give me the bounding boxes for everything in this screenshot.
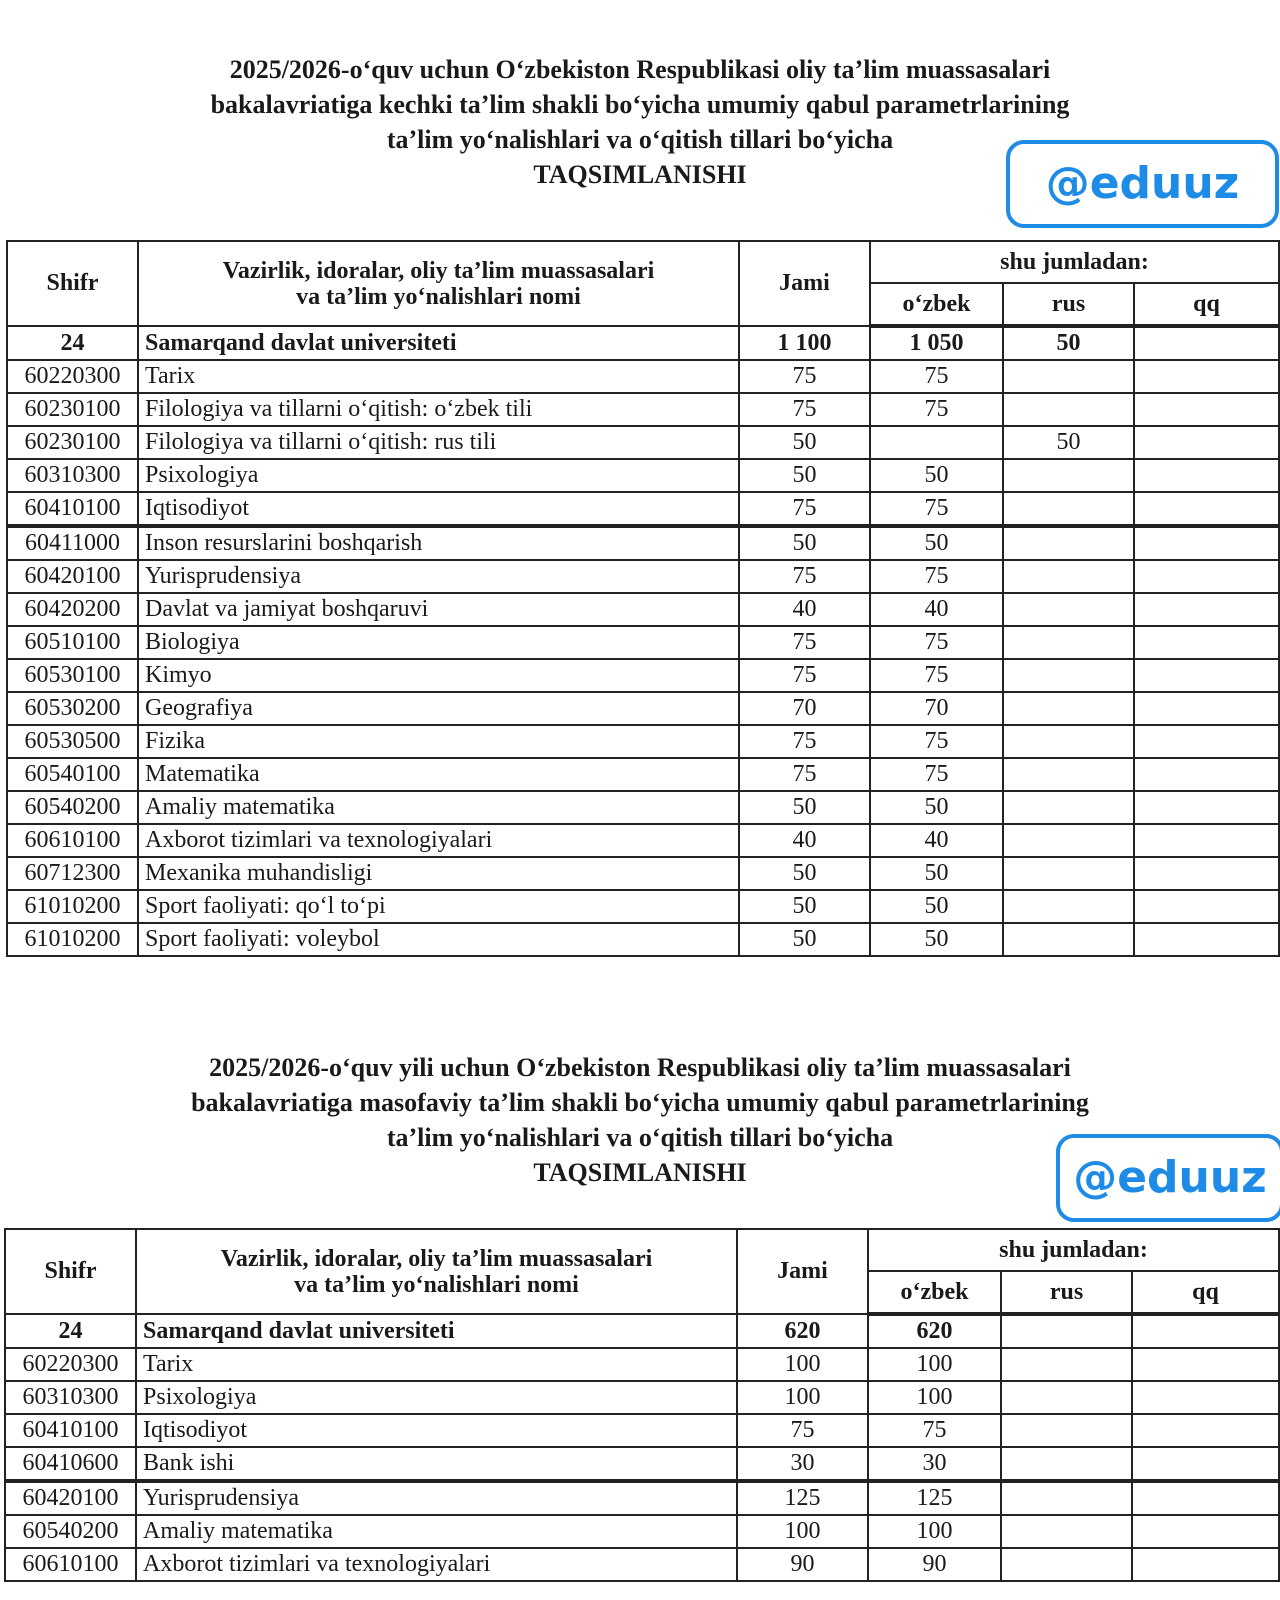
cell-total: 75 <box>737 1414 868 1447</box>
cell-code: 60420100 <box>5 1481 136 1515</box>
cell-code: 60220300 <box>7 360 138 393</box>
cell-rus <box>1001 1515 1132 1548</box>
cell-total: 1 100 <box>739 326 870 360</box>
cell-code: 60410600 <box>5 1447 136 1481</box>
cell-total: 50 <box>739 791 870 824</box>
cell-rus <box>1003 360 1134 393</box>
cell-name: Iqtisodiyot <box>138 492 739 526</box>
cell-rus <box>1003 758 1134 791</box>
cell-total: 75 <box>739 393 870 426</box>
cell-name: Amaliy matematika <box>138 791 739 824</box>
cell-uzbek: 75 <box>870 725 1003 758</box>
university-total-row <box>5 1314 1279 1348</box>
title-line: ta’lim yo‘nalishlari va o‘qitish tillari bo‘yicha <box>386 125 894 154</box>
cell-qq <box>1134 791 1279 824</box>
header-rus: rus <box>1001 1271 1132 1314</box>
header-uzbek: o‘zbek <box>868 1271 1001 1314</box>
admission-table <box>6 240 1280 957</box>
distance-admission-section <box>0 1030 1280 1600</box>
cell-total: 75 <box>739 758 870 791</box>
cell-code: 60540200 <box>5 1515 136 1548</box>
cell-total: 50 <box>739 459 870 492</box>
header-code: Shifr <box>5 1229 136 1314</box>
cell-total: 75 <box>739 659 870 692</box>
table-row <box>7 593 1279 626</box>
cell-total: 75 <box>739 725 870 758</box>
cell-total: 40 <box>739 824 870 857</box>
cell-total: 125 <box>737 1481 868 1515</box>
cell-code: 60410100 <box>5 1414 136 1447</box>
table-row <box>5 1515 1279 1548</box>
cell-code: 60530500 <box>7 725 138 758</box>
cell-name: Matematika <box>138 758 739 791</box>
header-name <box>138 241 739 326</box>
cell-uzbek: 75 <box>870 659 1003 692</box>
cell-code: 60310300 <box>5 1381 136 1414</box>
cell-uzbek: 125 <box>868 1481 1001 1515</box>
cell-name: Yurisprudensiya <box>136 1481 737 1515</box>
cell-qq <box>1134 459 1279 492</box>
cell-qq <box>1134 659 1279 692</box>
cell-qq <box>1134 560 1279 593</box>
cell-qq <box>1134 725 1279 758</box>
cell-name: Bank ishi <box>136 1447 737 1481</box>
cell-code: 60410100 <box>7 492 138 526</box>
title-line: bakalavriatiga kechki ta’lim shakli bo‘yicha umumiy qabul parametrlarining <box>210 90 1070 119</box>
header-total: Jami <box>739 241 870 326</box>
cell-name: Davlat va jamiyat boshqaruvi <box>138 593 739 626</box>
cell-name: Samarqand davlat universiteti <box>136 1314 737 1348</box>
cell-code: 60420200 <box>7 593 138 626</box>
title-line: bakalavriatiga masofaviy ta’lim shakli bo‘yicha umumiy qabul parametrlarining <box>191 1088 1089 1117</box>
cell-code: 60420100 <box>7 560 138 593</box>
cell-rus <box>1003 626 1134 659</box>
cell-total: 50 <box>739 923 870 956</box>
cell-total: 90 <box>737 1548 868 1581</box>
cell-uzbek: 100 <box>868 1348 1001 1381</box>
cell-total: 50 <box>739 426 870 459</box>
cell-name: Kimyo <box>138 659 739 692</box>
cell-name: Filologiya va tillarni o‘qitish: rus tili <box>138 426 739 459</box>
cell-qq <box>1134 593 1279 626</box>
header-name-line: va ta’lim yo‘nalishlari nomi <box>294 1271 579 1298</box>
cell-rus <box>1003 459 1134 492</box>
cell-code: 60540100 <box>7 758 138 791</box>
cell-uzbek: 1 050 <box>870 326 1003 360</box>
cell-name: Amaliy matematika <box>136 1515 737 1548</box>
cell-uzbek: 30 <box>868 1447 1001 1481</box>
cell-uzbek: 75 <box>868 1414 1001 1447</box>
cell-qq <box>1134 890 1279 923</box>
table-body <box>7 326 1279 956</box>
cell-qq <box>1134 492 1279 526</box>
cell-name: Biologiya <box>138 626 739 659</box>
cell-total: 100 <box>737 1515 868 1548</box>
cell-uzbek: 50 <box>870 459 1003 492</box>
cell-code: 60220300 <box>5 1348 136 1381</box>
cell-code: 24 <box>5 1314 136 1348</box>
cell-code: 60540200 <box>7 791 138 824</box>
cell-rus <box>1001 1481 1132 1515</box>
cell-uzbek <box>870 426 1003 459</box>
cell-rus <box>1003 593 1134 626</box>
cell-name: Psixologiya <box>138 459 739 492</box>
cell-name: Mexanika muhandisligi <box>138 857 739 890</box>
title-line: ta’lim yo‘nalishlari va o‘qitish tillari bo‘yicha <box>386 1123 894 1152</box>
table-row <box>5 1414 1279 1447</box>
table-row <box>7 692 1279 725</box>
cell-total: 75 <box>739 360 870 393</box>
cell-rus <box>1003 725 1134 758</box>
cell-uzbek: 50 <box>870 857 1003 890</box>
eduuz-watermark-badge: @eduuz <box>1056 1134 1280 1222</box>
cell-code: 61010200 <box>7 890 138 923</box>
table-row <box>5 1348 1279 1381</box>
cell-qq <box>1132 1414 1279 1447</box>
cell-rus <box>1003 824 1134 857</box>
title-line: TAQSIMLANISHI <box>533 1158 747 1187</box>
cell-name: Inson resurslarini boshqarish <box>138 526 739 560</box>
cell-qq <box>1132 1381 1279 1414</box>
cell-total: 100 <box>737 1381 868 1414</box>
table-row <box>7 890 1279 923</box>
table-row <box>7 360 1279 393</box>
cell-qq <box>1132 1515 1279 1548</box>
cell-name: Filologiya va tillarni o‘qitish: o‘zbek tili <box>138 393 739 426</box>
cell-qq <box>1134 692 1279 725</box>
cell-qq <box>1134 526 1279 560</box>
cell-total: 75 <box>739 492 870 526</box>
cell-code: 60610100 <box>7 824 138 857</box>
cell-code: 60530100 <box>7 659 138 692</box>
cell-rus <box>1003 659 1134 692</box>
cell-rus <box>1003 890 1134 923</box>
cell-code: 24 <box>7 326 138 360</box>
cell-qq <box>1134 426 1279 459</box>
header-group: shu jumladan: <box>868 1229 1279 1271</box>
header-name <box>136 1229 737 1314</box>
table-row <box>7 426 1279 459</box>
title-line: 2025/2026-o‘quv yili uchun O‘zbekiston Respublikasi oliy ta’lim muassasalari <box>209 1053 1071 1082</box>
cell-rus <box>1003 393 1134 426</box>
table-body <box>5 1314 1279 1581</box>
cell-name: Iqtisodiyot <box>136 1414 737 1447</box>
cell-code: 60510100 <box>7 626 138 659</box>
table-row <box>7 824 1279 857</box>
cell-uzbek: 620 <box>868 1314 1001 1348</box>
table-row <box>7 560 1279 593</box>
table-row <box>7 659 1279 692</box>
table-row <box>5 1481 1279 1515</box>
header-name-line: Vazirlik, idoralar, oliy ta’lim muassasalari <box>220 1245 653 1272</box>
cell-rus <box>1003 692 1134 725</box>
cell-name: Tarix <box>138 360 739 393</box>
header-qq: qq <box>1134 283 1279 326</box>
cell-rus <box>1001 1447 1132 1481</box>
cell-uzbek: 75 <box>870 560 1003 593</box>
cell-rus <box>1003 560 1134 593</box>
cell-qq <box>1134 360 1279 393</box>
table-row <box>7 725 1279 758</box>
cell-qq <box>1134 923 1279 956</box>
cell-code: 60411000 <box>7 526 138 560</box>
header-group: shu jumladan: <box>870 241 1279 283</box>
cell-qq <box>1132 1314 1279 1348</box>
cell-name: Fizika <box>138 725 739 758</box>
table-row <box>7 393 1279 426</box>
title-line: TAQSIMLANISHI <box>533 160 747 189</box>
cell-uzbek: 70 <box>870 692 1003 725</box>
table-row <box>7 923 1279 956</box>
cell-total: 70 <box>739 692 870 725</box>
cell-total: 75 <box>739 626 870 659</box>
cell-code: 60230100 <box>7 426 138 459</box>
table-row <box>5 1548 1279 1581</box>
cell-qq <box>1132 1481 1279 1515</box>
cell-qq <box>1134 758 1279 791</box>
table-row <box>5 1381 1279 1414</box>
cell-total: 30 <box>737 1447 868 1481</box>
header-uzbek: o‘zbek <box>870 283 1003 326</box>
cell-name: Axborot tizimlari va texnologiyalari <box>138 824 739 857</box>
cell-rus <box>1001 1548 1132 1581</box>
table-row <box>7 626 1279 659</box>
table-row <box>7 492 1279 526</box>
cell-total: 620 <box>737 1314 868 1348</box>
table-row <box>7 459 1279 492</box>
table-row <box>5 1447 1279 1481</box>
title-line: 2025/2026-o‘quv uchun O‘zbekiston Respublikasi oliy ta’lim muassasalari <box>229 55 1051 84</box>
cell-code: 60530200 <box>7 692 138 725</box>
table-row <box>7 791 1279 824</box>
cell-total: 100 <box>737 1348 868 1381</box>
cell-qq <box>1134 326 1279 360</box>
cell-name: Sport faoliyati: qo‘l to‘pi <box>138 890 739 923</box>
cell-name: Tarix <box>136 1348 737 1381</box>
cell-qq <box>1132 1348 1279 1381</box>
cell-rus <box>1003 791 1134 824</box>
cell-name: Sport faoliyati: voleybol <box>138 923 739 956</box>
cell-total: 50 <box>739 857 870 890</box>
cell-total: 50 <box>739 526 870 560</box>
header-name-line: va ta’lim yo‘nalishlari nomi <box>296 283 581 310</box>
cell-code: 60310300 <box>7 459 138 492</box>
cell-uzbek: 75 <box>870 360 1003 393</box>
cell-name: Samarqand davlat universiteti <box>138 326 739 360</box>
cell-rus <box>1001 1348 1132 1381</box>
table-row <box>7 857 1279 890</box>
cell-total: 40 <box>739 593 870 626</box>
cell-uzbek: 40 <box>870 824 1003 857</box>
cell-qq <box>1132 1447 1279 1481</box>
cell-uzbek: 90 <box>868 1548 1001 1581</box>
cell-rus <box>1001 1414 1132 1447</box>
cell-uzbek: 75 <box>870 758 1003 791</box>
cell-uzbek: 50 <box>870 791 1003 824</box>
cell-qq <box>1134 393 1279 426</box>
university-total-row <box>7 326 1279 360</box>
cell-qq <box>1134 626 1279 659</box>
table-row <box>7 758 1279 791</box>
cell-name: Geografiya <box>138 692 739 725</box>
header-total: Jami <box>737 1229 868 1314</box>
cell-code: 60230100 <box>7 393 138 426</box>
cell-qq <box>1132 1548 1279 1581</box>
cell-code: 60610100 <box>5 1548 136 1581</box>
cell-qq <box>1134 857 1279 890</box>
cell-rus: 50 <box>1003 326 1134 360</box>
cell-uzbek: 50 <box>870 923 1003 956</box>
cell-uzbek: 40 <box>870 593 1003 626</box>
cell-uzbek: 75 <box>870 626 1003 659</box>
cell-uzbek: 100 <box>868 1515 1001 1548</box>
cell-qq <box>1134 824 1279 857</box>
cell-name: Psixologiya <box>136 1381 737 1414</box>
cell-uzbek: 75 <box>870 393 1003 426</box>
cell-rus <box>1003 857 1134 890</box>
cell-rus <box>1003 923 1134 956</box>
admission-table <box>4 1228 1280 1582</box>
cell-total: 75 <box>739 560 870 593</box>
cell-code: 60712300 <box>7 857 138 890</box>
cell-name: Yurisprudensiya <box>138 560 739 593</box>
cell-total: 50 <box>739 890 870 923</box>
cell-rus <box>1003 492 1134 526</box>
cell-name: Axborot tizimlari va texnologiyalari <box>136 1548 737 1581</box>
header-rus: rus <box>1003 283 1134 326</box>
cell-rus: 50 <box>1003 426 1134 459</box>
header-name-line: Vazirlik, idoralar, oliy ta’lim muassasalari <box>222 257 655 284</box>
eduuz-watermark-badge: @eduuz <box>1006 140 1279 228</box>
cell-uzbek: 75 <box>870 492 1003 526</box>
cell-rus <box>1001 1381 1132 1414</box>
header-code: Shifr <box>7 241 138 326</box>
cell-uzbek: 50 <box>870 890 1003 923</box>
header-qq: qq <box>1132 1271 1279 1314</box>
cell-uzbek: 100 <box>868 1381 1001 1414</box>
cell-rus <box>1003 526 1134 560</box>
cell-rus <box>1001 1314 1132 1348</box>
cell-uzbek: 50 <box>870 526 1003 560</box>
cell-code: 61010200 <box>7 923 138 956</box>
table-row <box>7 526 1279 560</box>
